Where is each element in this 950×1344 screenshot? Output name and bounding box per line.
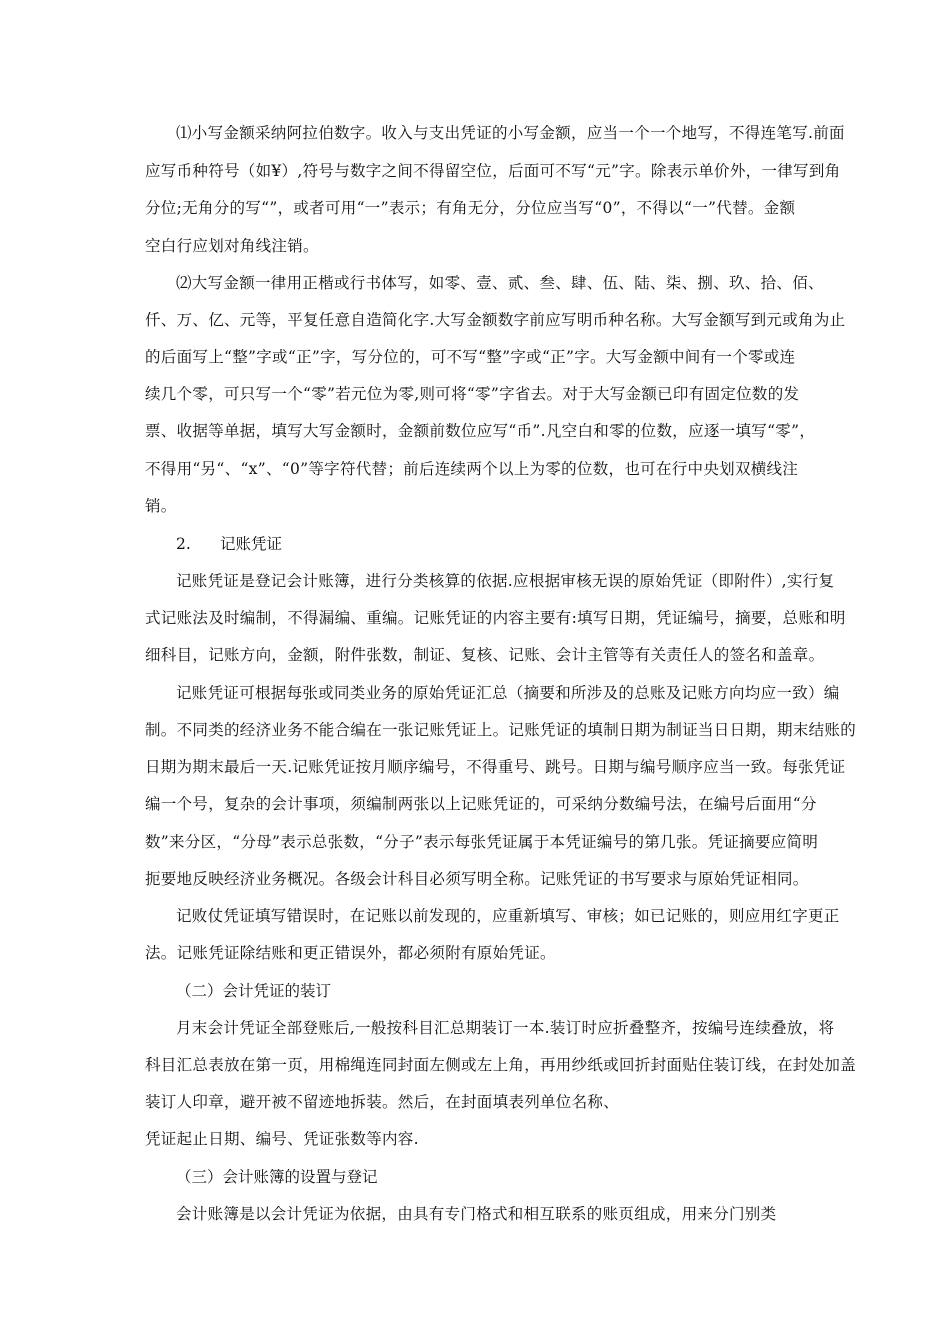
text-line: 续几个零，可只写一个“零”若元位为零,则可将“零”字省去。对于大写金额已印有固定位数的发: [145, 385, 800, 403]
text-line: 记败仗凭证填写错误时，在记账以前发现的，应重新填写、审核；如已记账的，则应用红字更正: [176, 907, 840, 925]
text-line: 会计账簿是以会计凭证为依据，由具有专门格式和相互联系的账页组成，用来分门别类: [176, 1205, 777, 1223]
text-line: 月末会计凭证全部登账后,一般按科目汇总期装订一本.装订时应折叠整齐，按编号连续叠放，将: [176, 1019, 835, 1037]
text-line: ⑴小写金额采纳阿拉伯数字。收入与支出凭证的小写金额，应当一个一个地写，不得连笔写.前面: [176, 124, 845, 142]
text-line: 数”来分区，“分母”表示总张数，“分子”表示每张凭证属于本凭证编号的第几张。凭证摘要应简明: [145, 833, 819, 851]
section-heading-binding: （二）会计凭证的装订: [176, 982, 332, 1000]
text-line: 科目汇总表放在第一页，用棉绳连同封面左侧或左上角，再用纱纸或回折封面贴住装订线，在封处加盖: [145, 1056, 857, 1074]
text-line: 细科目，记账方向，金额，附件张数，制证、复核、记账、会计主管等有关责任人的签名和盖章。: [145, 646, 825, 664]
text-line: 票、收据等单据，填写大写金额时，金额前数位应写“币”.凡空白和零的位数，应逐一填写“零”，: [145, 422, 816, 440]
section-title: 记账凭证: [220, 535, 283, 553]
section-number: 2.: [176, 535, 191, 553]
text-line: 记账凭证是登记会计账簿，进行分类核算的依据.应根据审核无误的原始凭证（即附件）,实行复: [176, 572, 835, 590]
text-line: 销。: [145, 497, 177, 515]
section-heading-ledger: （三）会计账簿的设置与登记: [176, 1168, 378, 1186]
text-line: 不得用“另“、“x”、“0”等字符代替；前后连续两个以上为零的位数，也可在行中央划双横线注: [145, 460, 799, 478]
text-line: ⑵大写金额一律用正楷或行书体写，如零、壹、贰、叁、肆、伍、陆、柒、捌、玖、拾、佰、: [176, 274, 824, 292]
text-line: 分位;无角分的写“”，或者可用“一”表示；有角无分，分位应当写“0”，不得以“一”代替。金额: [145, 199, 796, 217]
text-line: 凭证起止日期、编号、凭证张数等内容.: [145, 1130, 419, 1148]
text-line: 制。不同类的经济业务不能合编在一张记账凭证上。记账凭证的填制日期为制证当日日期，期末结账的: [145, 721, 857, 739]
text-line: 扼要地反映经济业务概况。各级会计科目必须写明全称。记账凭证的书写要求与原始凭证相同。: [145, 870, 809, 888]
text-line: 编一个号，复杂的会计事项，须编制两张以上记账凭证的，可采纳分数编号法，在编号后面用“分: [145, 795, 817, 813]
text-line: 日期为期末最后一天.记账凭证按月顺序编号，不得重号、跳号。日期与编号顺序应当一致。每张凭证: [145, 758, 846, 776]
text-line: 仟、万、亿、元等，平复任意自造简化字.大写金额数字前应写明币种名称。大写金额写到元或角为止: [145, 311, 846, 329]
text-line: 记账凭证可根据每张或同类业务的原始凭证汇总（摘要和所涉及的总账及记账方向均应一致）编: [176, 684, 840, 702]
text-line: 空白行应划对角线注销。: [145, 237, 319, 255]
text-line: 式记账法及时编制，不得漏编、重编。记账凭证的内容主要有:填写日期，凭证编号，摘要，总账和明: [145, 609, 846, 627]
text-line: 装订人印章，避开被不留迹地拆装。然后，在封面填表列单位名称、: [145, 1093, 620, 1111]
text-line: 应写币种符号（如¥）,符号与数字之间不得留空位，后面可不写“元”字。除表示单价外，一律写到角: [145, 162, 841, 180]
text-line: 法。记账凭证除结账和更正错误外，都必须附有原始凭证。: [145, 944, 556, 962]
text-line: 的后面写上“整”字或“正”字，写分位的，可不写“整”字或“正”字。大写金额中间有一个零或连: [145, 348, 796, 366]
